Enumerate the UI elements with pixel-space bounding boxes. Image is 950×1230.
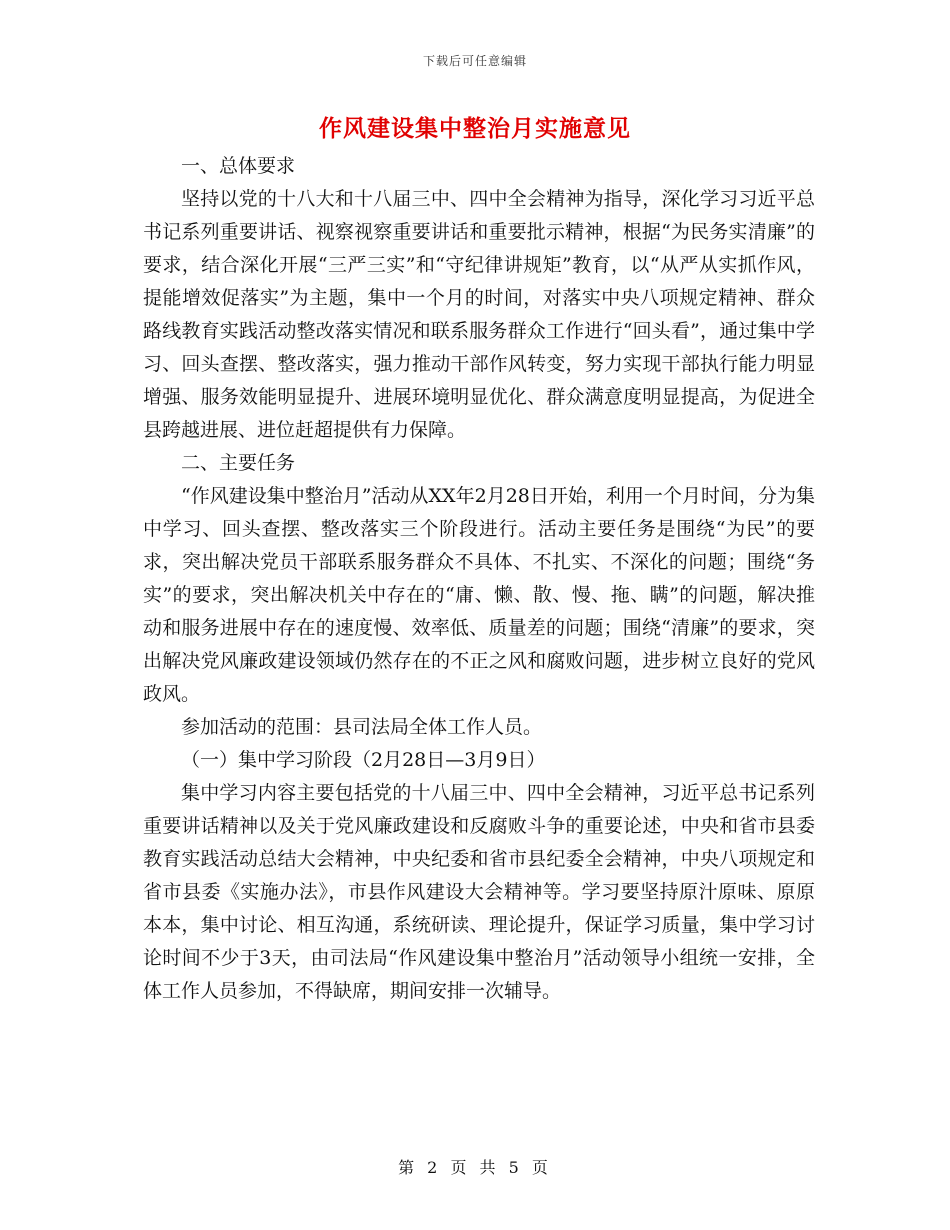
section-heading-overall-requirements: 一、总体要求 — [181, 155, 296, 177]
body-paragraph: “作风建设集中整治月”活动从XX年2月28日开始，利用一个月时间，分为集中学习、回头查摆、整改落实三个阶段进行。活动主要任务是围绕“为民”的要求，突出解决党员干部联系服务群众不具体、不扎实、不深化的问题；围绕“务实”的要求，突出解决机关中存在的“庸、懒、散、慢、拖、瞒”的问题，解决推动和服务进展中存在的速度慢、效率低、质量差的问题；围绕“清廉”的要求，突出解决党风廉政建设领域仍然存在的不正之风和腐败问题，进步树立良好的党风政风。 — [143, 485, 815, 705]
page-number: 第 2 页 共 5 页 — [398, 1158, 552, 1177]
body-paragraph: 坚持以党的十八大和十八届三中、四中全会精神为指导，深化学习习近平总书记系列重要讲话、视察视察重要讲话和重要批示精神，根据“为民务实清廉”的要求，结合深化开展“三严三实”和“守纪律讲规矩”教育，以“从严从实抓作风，提能增效促落实”为主题，集中一个月的时间，对落实中央八项规定精神、群众路线教育实践活动整改落实情况和联系服务群众工作进行“回头看”，通过集中学习、回头查摆、整改落实，强力推动干部作风转变，努力实现干部执行能力明显增强、服务效能明显提升、进展环境明显优化、群众满意度明显提高，为促进全县跨越进展、进位赶超提供有力保障。 — [143, 188, 815, 441]
body-paragraph: 参加活动的范围：县司法局全体工作人员。 — [181, 716, 543, 738]
body-paragraph: 集中学习内容主要包括党的十八届三中、四中全会精神，习近平总书记系列重要讲话精神以及关于党风廉政建设和反腐败斗争的重要论述，中央和省市县委教育实践活动总结大会精神，中央纪委和省市县纪委全会精神，中央八项规定和省市县委《实施办法》，市县作风建设大会精神等。学习要坚持原汁原味、原原本本，集中讨论、相互沟通，系统研读、理论提升，保证学习质量，集中学习讨论时间不少于3天，由司法局“作风建设集中整治月”活动领导小组统一安排，全体工作人员参加，不得缺席，期间安排一次辅导。 — [143, 782, 815, 1002]
page-header-note: 下载后可任意编辑 — [422, 54, 527, 68]
document-title: 作风建设集中整治月实施意见 — [319, 115, 631, 142]
section-heading-main-tasks: 二、主要任务 — [181, 452, 296, 474]
subsection-heading-study-phase: （一）集中学习阶段（2月28日—3月9日） — [181, 749, 546, 771]
document-body — [143, 150, 815, 1008]
